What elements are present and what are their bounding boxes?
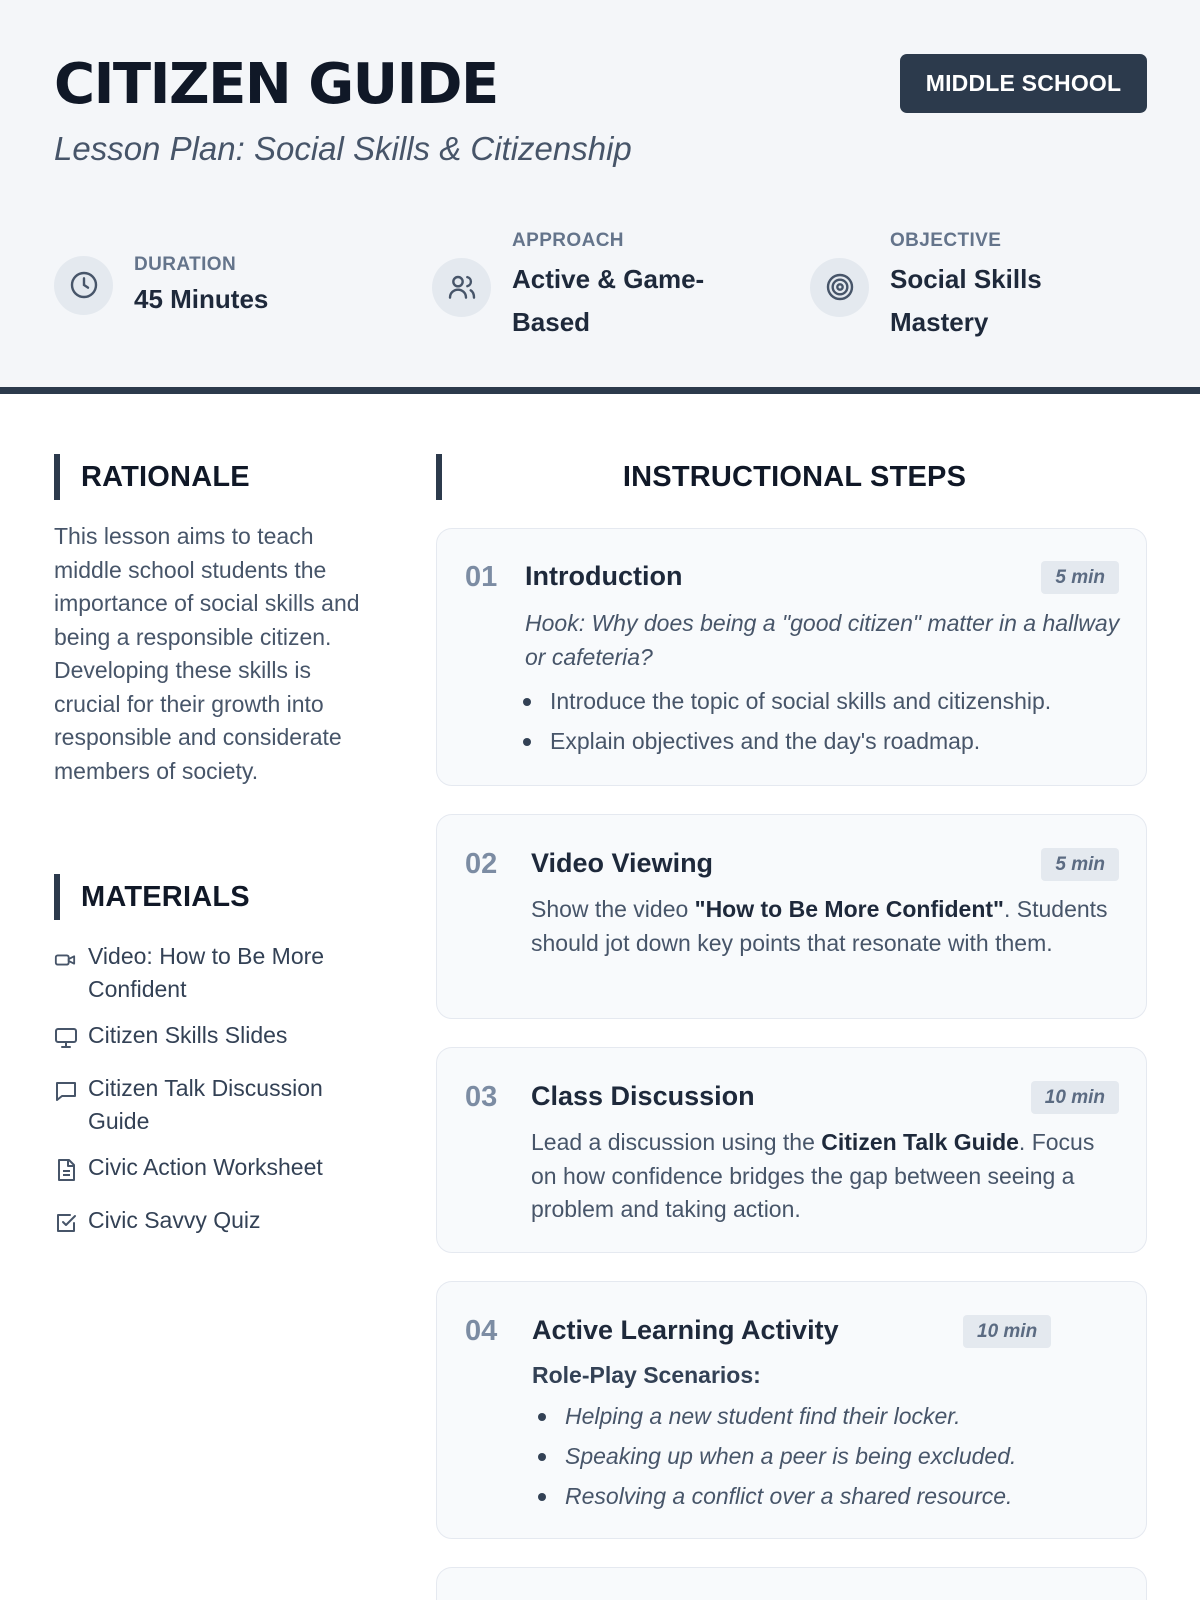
material-label: Civic Action Worksheet — [88, 1154, 323, 1180]
meta-value: Active & Game-Based — [512, 264, 705, 337]
step-subheading: Role-Play Scenarios: — [532, 1362, 761, 1388]
checkbox-icon — [54, 1204, 88, 1244]
monitor-icon — [54, 1019, 88, 1059]
materials-heading: MATERIALS — [54, 874, 250, 920]
step-duration-badge: 10 min — [1031, 1081, 1119, 1114]
step-card — [436, 814, 1147, 1019]
list-item: Explain objectives and the day's roadmap. — [517, 721, 1125, 761]
material-item — [54, 940, 374, 1006]
step-card-partial — [436, 1567, 1147, 1600]
list-item: Resolving a conflict over a shared resource. — [532, 1476, 1122, 1516]
material-item — [54, 1151, 374, 1191]
materials-list — [54, 940, 374, 1257]
list-item: Helping a new student find their locker. — [532, 1396, 1122, 1436]
step-card — [436, 1281, 1147, 1539]
step-title: Class Discussion — [531, 1081, 755, 1111]
page-subtitle: Lesson Plan: Social Skills & Citizenship — [54, 130, 632, 167]
meta-approach — [432, 230, 722, 344]
list-item: Introduce the topic of social skills and citizenship. — [517, 681, 1125, 721]
video-icon — [54, 940, 88, 980]
step-title: Active Learning Activity — [532, 1315, 839, 1345]
meta-label: APPROACH — [512, 230, 624, 251]
step-number: 04 — [465, 1315, 498, 1347]
guide-title: Citizen Talk Guide — [821, 1129, 1019, 1155]
instructional-steps-heading: INSTRUCTIONAL STEPS — [436, 454, 1147, 500]
chat-icon — [54, 1072, 88, 1112]
users-icon — [432, 258, 491, 317]
material-label: Video: How to Be More Confident — [88, 943, 325, 1002]
lesson-header — [0, 0, 1200, 394]
video-title: "How to Be More Confident" — [694, 896, 1004, 922]
step-bullets — [517, 681, 1125, 761]
step-card — [436, 528, 1147, 786]
step-bullets — [532, 1396, 1122, 1516]
material-label: Citizen Talk Discussion Guide — [88, 1075, 323, 1134]
meta-label: DURATION — [134, 254, 237, 275]
rationale-heading: RATIONALE — [54, 454, 250, 500]
material-item — [54, 1204, 374, 1244]
material-label: Citizen Skills Slides — [88, 1022, 288, 1048]
meta-value: 45 Minutes — [134, 284, 269, 314]
list-item: Speaking up when a peer is being excluded. — [532, 1436, 1122, 1476]
step-number: 02 — [465, 848, 498, 880]
grade-level-badge: MIDDLE SCHOOL — [900, 54, 1147, 113]
step-description: Show the video "How to Be More Confident". Students should jot down key points that resonate with them. — [531, 896, 1108, 956]
meta-objective — [810, 230, 1100, 344]
step-description: Lead a discussion using the Citizen Talk Guide. Focus on how confidence bridges the gap between seeing a problem and taking action. — [531, 1129, 1095, 1222]
meta-value: Social Skills Mastery — [890, 264, 1042, 337]
step-title: Video Viewing — [531, 848, 714, 878]
step-duration-badge: 5 min — [1041, 561, 1119, 594]
material-item — [54, 1019, 374, 1059]
step-duration-badge: 5 min — [1041, 848, 1119, 881]
step-duration-badge: 10 min — [963, 1315, 1051, 1348]
step-number: 03 — [465, 1081, 498, 1113]
target-icon — [810, 258, 869, 317]
document-icon — [54, 1151, 88, 1191]
clock-icon — [54, 256, 113, 315]
step-hook: Hook: Why does being a "good citizen" matter in a hallway or cafeteria? — [525, 610, 1120, 670]
material-item — [54, 1072, 374, 1138]
meta-duration — [54, 254, 344, 316]
step-card — [436, 1047, 1147, 1253]
material-label: Civic Savvy Quiz — [88, 1207, 261, 1233]
step-number: 01 — [465, 561, 498, 593]
rationale-text: This lesson aims to teach middle school students the importance of social skills and being a responsible citizen. Developing these skills is crucial for their growth into responsible and considerate members of society. — [54, 523, 360, 784]
page-title: CITIZEN GUIDE — [54, 52, 498, 117]
meta-label: OBJECTIVE — [890, 230, 1002, 251]
step-title: Introduction — [525, 561, 683, 591]
